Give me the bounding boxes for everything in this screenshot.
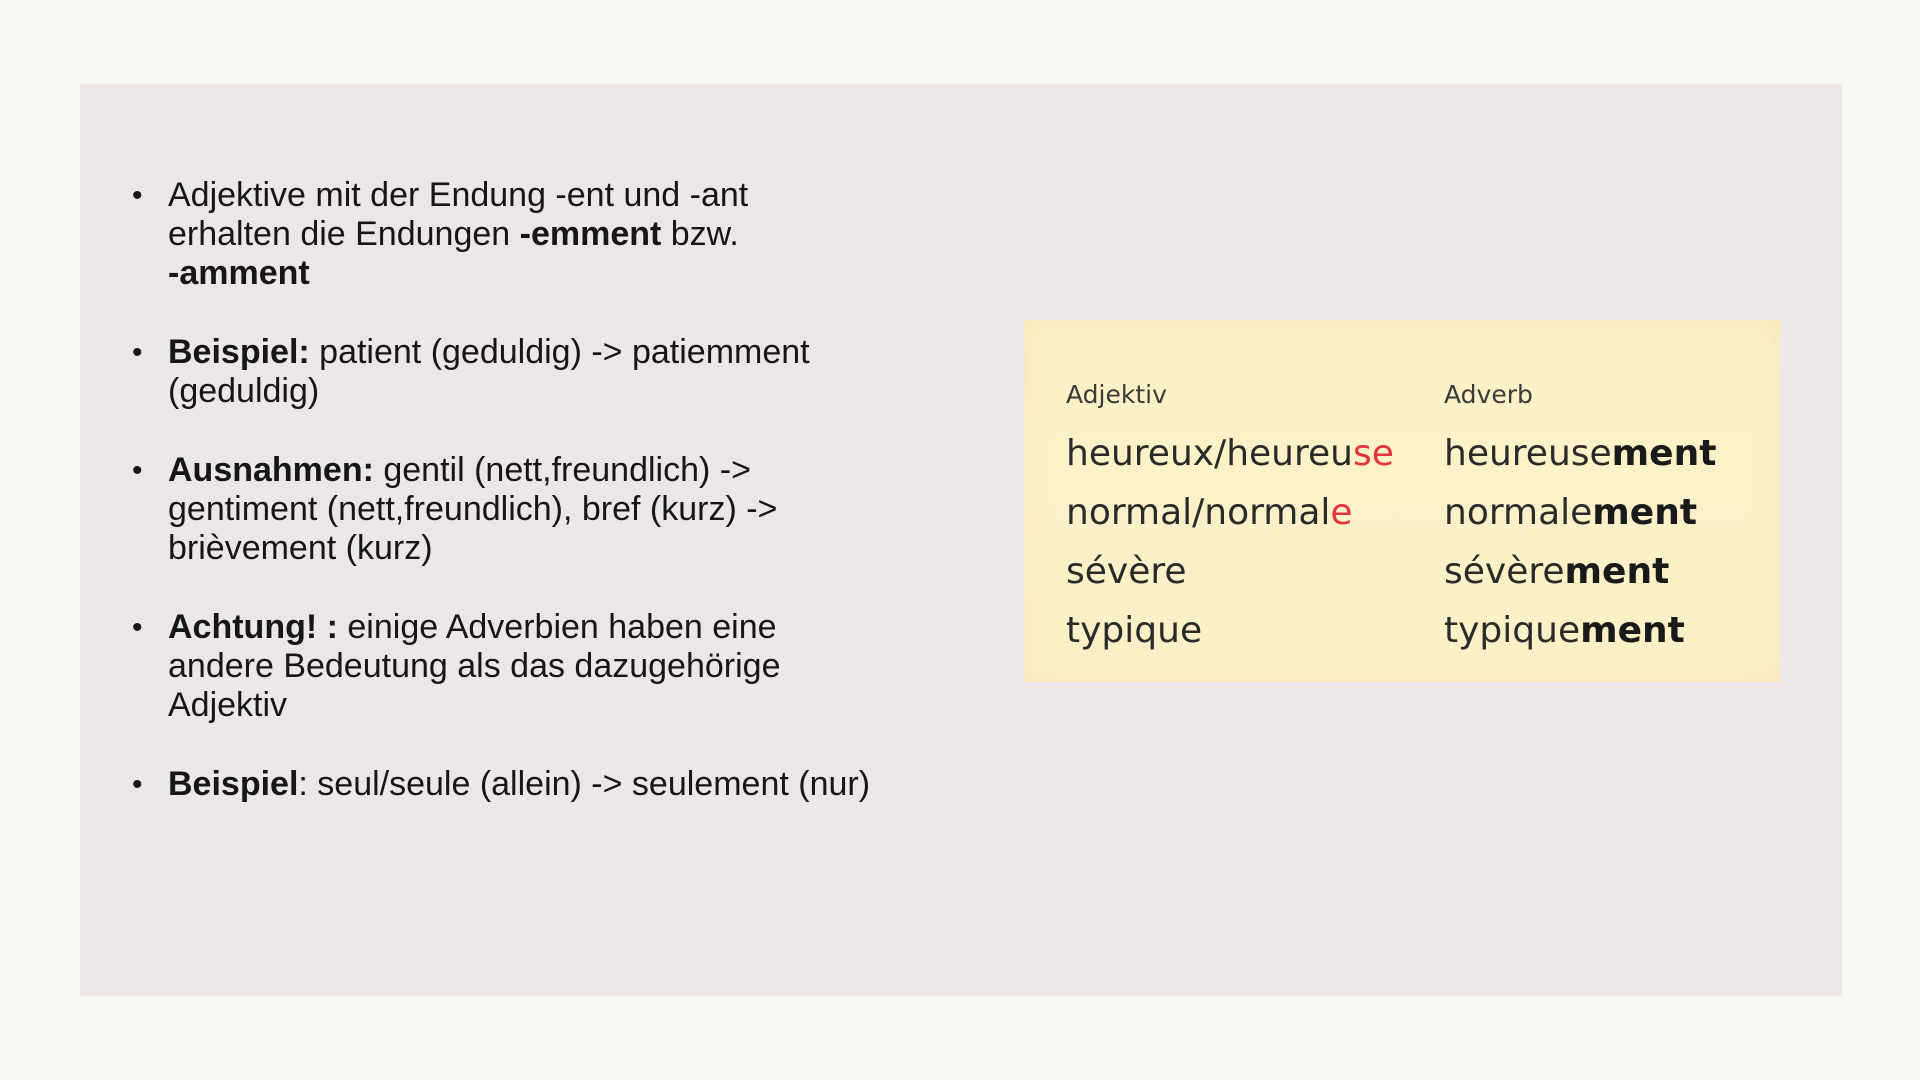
bullet-dot-icon: •	[132, 768, 143, 801]
adjective-stem: normal/normal	[1066, 492, 1331, 533]
adverb-ending: ment	[1611, 433, 1717, 474]
bullet-bold-text: Beispiel	[168, 765, 299, 803]
bullet-dot-icon: •	[132, 454, 143, 487]
adjective-ending: se	[1352, 433, 1394, 474]
bullet-line	[168, 490, 1032, 529]
bullet-dot-icon: •	[132, 611, 143, 644]
bullet-line	[168, 333, 1032, 372]
bullet-line	[168, 451, 1032, 490]
bullet-line	[168, 372, 1032, 411]
adverb-cell	[1444, 483, 1716, 542]
bullet-text: Adjektiv	[168, 686, 288, 724]
bullet-line	[168, 529, 1032, 568]
bullet-line	[168, 176, 1032, 215]
bullet-bold-text: Ausnahmen:	[168, 451, 374, 489]
bullet-text: erhalten die Endungen	[168, 215, 520, 253]
bullet-text: Adjektive mit der Endung -ent und -ant	[168, 176, 749, 214]
adjective-cell	[1066, 424, 1394, 483]
adverb-stem: sévère	[1444, 551, 1565, 592]
bullet-bold-text: -amment	[168, 254, 310, 292]
adjective-cells	[1066, 424, 1394, 660]
bullet-text: andere Bedeutung als das dazugehörige	[168, 647, 781, 685]
bullet-line	[168, 215, 1032, 254]
bullet-text: (geduldig)	[168, 372, 320, 410]
adverb-cell	[1444, 424, 1716, 483]
bullet-text: gentil (nett,freundlich) ->	[373, 451, 751, 489]
bullet-text: patient (geduldig) -> patiemment	[309, 333, 810, 371]
adverb-cell	[1444, 542, 1716, 601]
bullet-dot-icon: •	[132, 336, 143, 369]
bullet-item	[132, 333, 1032, 411]
adjective-header: Adjektiv	[1066, 380, 1167, 409]
adjective-column	[1066, 378, 1394, 660]
bullet-text: gentiment (nett,freundlich), bref (kurz) ->	[168, 490, 778, 528]
adverb-column	[1444, 378, 1716, 660]
adjective-ending: e	[1330, 492, 1353, 533]
adjective-stem: heureux/heureu	[1066, 433, 1353, 474]
adjective-stem: sévère	[1066, 551, 1187, 592]
bullet-bold-text: Achtung! :	[168, 608, 338, 646]
adjective-cell	[1066, 601, 1394, 660]
bullet-text: : seul/seule (allein) -> seulement (nur)	[298, 765, 871, 803]
adverb-stem: normale	[1444, 492, 1593, 533]
adverb-cells	[1444, 424, 1716, 660]
adjective-cell	[1066, 542, 1394, 601]
bullet-dot-icon: •	[132, 179, 143, 212]
bullet-line	[168, 254, 1032, 293]
adverb-ending: ment	[1592, 492, 1698, 533]
adverb-stem: heureuse	[1444, 433, 1612, 474]
bullet-item	[132, 765, 1032, 804]
adjective-stem: typique	[1066, 610, 1203, 651]
adjective-adverb-table	[1024, 320, 1780, 682]
adjective-cell	[1066, 483, 1394, 542]
adverb-ending: ment	[1580, 610, 1685, 651]
bullet-item	[132, 176, 1032, 293]
bullet-line	[168, 765, 1032, 804]
adverb-cell	[1444, 601, 1716, 660]
adverb-ending: ment	[1564, 551, 1670, 592]
bullet-bold-text: -emment	[519, 215, 662, 253]
slide	[80, 84, 1842, 996]
bullet-text: einige Adverbien haben eine	[337, 608, 777, 646]
bullet-line	[168, 647, 1032, 686]
bullet-line	[168, 686, 1032, 725]
bullet-text: bzw.	[661, 215, 739, 253]
adverb-stem: typique	[1444, 610, 1581, 651]
bullet-list	[132, 176, 1032, 844]
bullet-bold-text: Beispiel:	[168, 333, 310, 371]
bullet-text: brièvement (kurz)	[168, 529, 433, 567]
bullet-item	[132, 451, 1032, 568]
bullet-line	[168, 608, 1032, 647]
bullet-item	[132, 608, 1032, 725]
adverb-header: Adverb	[1444, 380, 1533, 409]
